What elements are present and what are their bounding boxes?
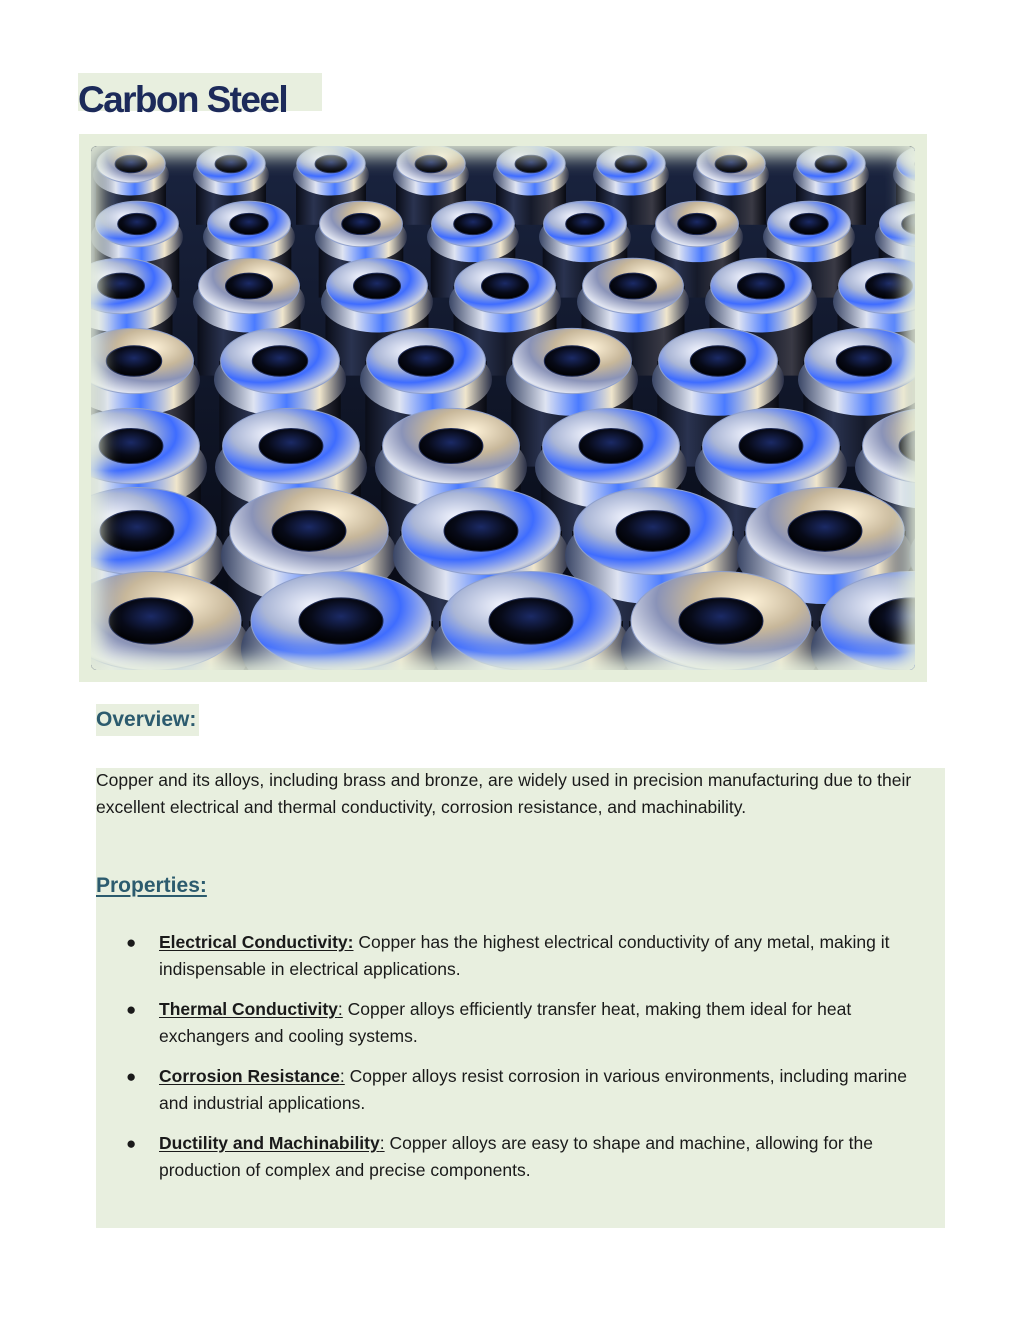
ring-hole	[115, 155, 147, 173]
ring-hole	[106, 346, 161, 376]
ring-hole	[215, 155, 247, 173]
property-separator: :	[339, 1066, 345, 1086]
ring-hole	[252, 346, 307, 376]
ring-hole	[615, 155, 647, 173]
properties-heading: Properties:	[96, 874, 207, 897]
bullet-icon: ●	[126, 933, 137, 952]
ring-hole	[737, 273, 784, 299]
ring-hole	[225, 273, 272, 299]
property-term: Corrosion Resistance	[159, 1066, 340, 1086]
ring-hole	[788, 511, 862, 552]
ring-hole	[481, 273, 528, 299]
ring-hole	[419, 428, 483, 463]
ring-hole	[342, 213, 381, 234]
overview-paragraph: Copper and its alloys, including brass and bronze, are widely used in precision manufacturing due to their excellent electrical and thermal conductivity, corrosion resistance, and machinability.	[96, 770, 912, 817]
ring-hole	[415, 155, 447, 173]
ring-hole	[715, 155, 747, 173]
ring-hole	[259, 428, 323, 463]
ring-hole	[299, 598, 383, 644]
property-description: Copper alloys are easy to shape and machine, allowing for the production of complex and precise components.	[159, 1133, 873, 1180]
ring-hole	[690, 346, 745, 376]
bullet-icon: ●	[126, 1067, 137, 1086]
ring-hole	[790, 213, 829, 234]
bullet-icon: ●	[126, 1000, 137, 1019]
ring-hole	[865, 273, 912, 299]
property-description: Copper alloys efficiently transfer heat, making them ideal for heat exchangers and cooling systems.	[159, 999, 852, 1046]
property-description: Copper has the highest electrical conductivity of any metal, making it indispensable in electrical applications.	[159, 932, 890, 979]
property-separator: :	[379, 1133, 385, 1153]
ring-hole	[99, 428, 163, 463]
ring-hole	[315, 155, 347, 173]
ring-hole	[109, 598, 193, 644]
property-item-thermal-conductivity	[96, 996, 941, 1050]
metal-rings-photo	[91, 146, 915, 670]
ring-hole	[353, 273, 400, 299]
property-term: Ductility and Machinability	[159, 1133, 380, 1153]
ring-hole	[118, 213, 157, 234]
machined-rings-illustration	[91, 146, 915, 670]
property-item-corrosion-resistance	[96, 1063, 941, 1117]
ring-hole	[489, 598, 573, 644]
ring-hole	[100, 511, 174, 552]
property-item-ductility-machinability	[96, 1130, 941, 1184]
ring-hole	[398, 346, 453, 376]
property-term: Electrical Conductivity:	[159, 932, 354, 952]
ring-hole	[566, 213, 605, 234]
ring-hole	[230, 213, 269, 234]
property-term: Thermal Conductivity	[159, 999, 338, 1019]
page-title: Carbon Steel	[78, 79, 288, 120]
ring-hole	[444, 511, 518, 552]
ring-hole	[515, 155, 547, 173]
ring-hole	[739, 428, 803, 463]
bullet-icon: ●	[126, 1134, 137, 1153]
ring-hole	[836, 346, 891, 376]
ring-hole	[579, 428, 643, 463]
ring-hole	[815, 155, 847, 173]
ring-hole	[609, 273, 656, 299]
properties-list	[96, 929, 941, 1197]
photo-frame	[79, 134, 927, 682]
ring-hole	[544, 346, 599, 376]
property-item-electrical-conductivity	[96, 929, 941, 983]
property-description: Copper alloys resist corrosion in various environments, including marine and industrial applications.	[159, 1066, 907, 1113]
ring-hole	[97, 273, 144, 299]
ring-hole	[679, 598, 763, 644]
ring-hole	[678, 213, 717, 234]
ring-hole	[454, 213, 493, 234]
property-separator: :	[337, 999, 343, 1019]
ring-hole	[616, 511, 690, 552]
ring-hole	[272, 511, 346, 552]
overview-heading: Overview:	[96, 704, 199, 736]
